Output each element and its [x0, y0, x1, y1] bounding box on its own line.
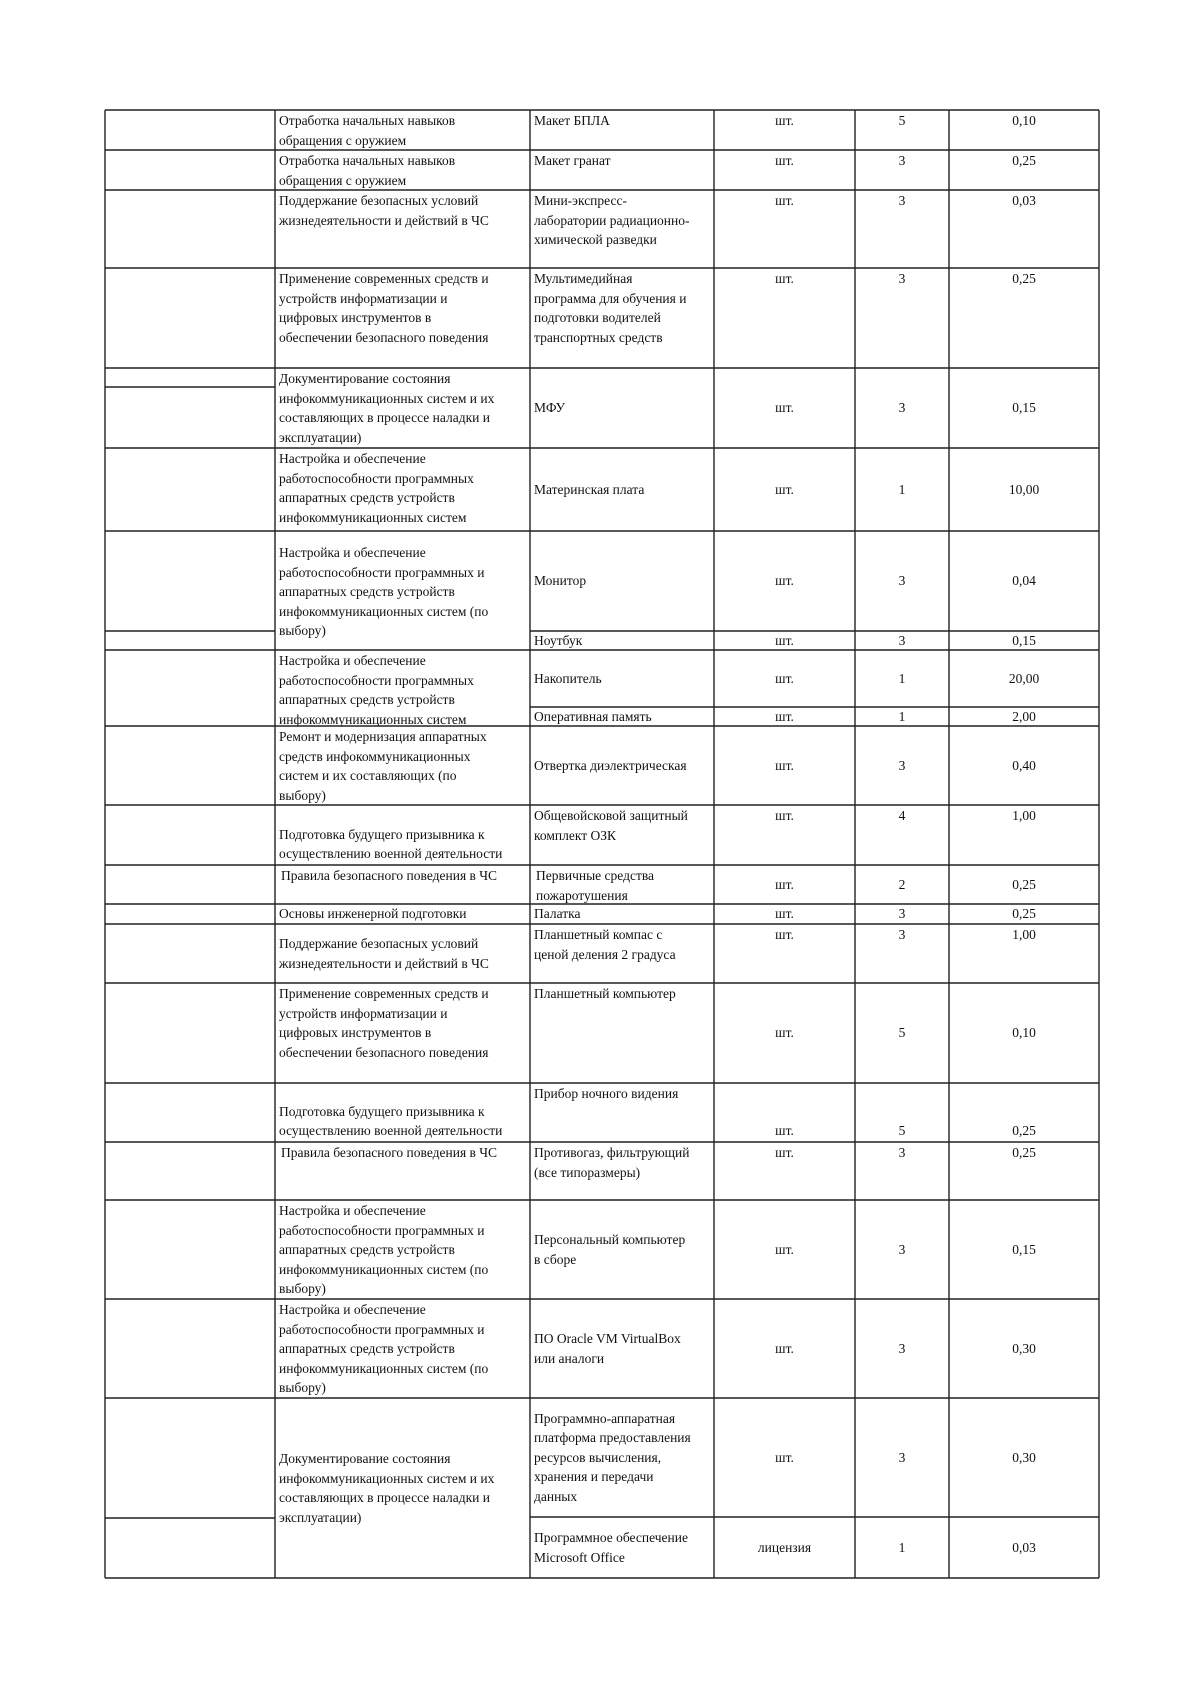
- table-row: 0,40: [1012, 757, 1036, 773]
- table-row: Поддержание безопасных условий жизнедеятельности и действий в ЧС: [279, 193, 489, 228]
- table-row: 4: [898, 808, 906, 823]
- table-row: 3: [898, 1449, 906, 1465]
- table-row: шт.: [775, 1449, 794, 1465]
- table-row: Поддержание безопасных условий жизнедеятельности и действий в ЧС: [279, 935, 489, 971]
- table-row: Применение современных средств и устройств информатизации и цифровых инструментов в обеспечении безопасного поведения: [279, 986, 489, 1060]
- table-row: 3: [898, 906, 906, 922]
- table-row: 3: [898, 1340, 906, 1356]
- table-row: шт.: [775, 193, 794, 208]
- table-row: шт.: [775, 573, 794, 589]
- table-row: шт.: [775, 876, 794, 892]
- table-row: Персональный компьютер в сборе: [534, 1231, 686, 1267]
- table-row: лицензия: [757, 1539, 812, 1555]
- table-row: 1: [898, 481, 906, 497]
- table-row: 0,30: [1012, 1449, 1036, 1465]
- table-row: Настройка и обеспечение работоспособности программных аппаратных средств устройств инфокоммуникационных систем: [279, 653, 474, 726]
- table-row: 3: [898, 193, 906, 208]
- table-row: шт.: [775, 1145, 794, 1160]
- table-row: Подготовка будущего призывника к осуществлению военной деятельности: [279, 1103, 503, 1139]
- table-row: 3: [898, 153, 906, 168]
- table-row: шт.: [775, 670, 794, 686]
- table-row: Макет гранат: [534, 153, 611, 168]
- table-row: шт.: [775, 400, 794, 416]
- table-row: Настройка и обеспечение работоспособности программных и аппаратных средств устройств инфокоммуникационных систем (по выбору): [279, 1203, 489, 1297]
- table-row: Макет БПЛА: [534, 113, 610, 128]
- table-row: 0,25: [1012, 1145, 1036, 1160]
- table-row: Общевойсковой защитный комплект ОЗК: [534, 808, 688, 843]
- table-row: шт.: [775, 1340, 794, 1356]
- table-row: 3: [898, 927, 906, 942]
- table-row: шт.: [775, 113, 794, 128]
- table-row: 0,15: [1012, 1241, 1036, 1257]
- table-row: Накопитель: [534, 670, 602, 686]
- table-row: шт.: [775, 481, 794, 497]
- table-row: Палатка: [534, 906, 581, 922]
- table-row: шт.: [775, 1123, 794, 1139]
- table-row: Настройка и обеспечение работоспособности программных аппаратных средств устройств инфокоммуникационных систем: [279, 451, 474, 525]
- table-row: шт.: [775, 1241, 794, 1257]
- table-row: Правила безопасного поведения в ЧС: [281, 868, 498, 883]
- table-row: Материнская плата: [534, 481, 645, 497]
- table-row: ПО Oracle VM VirtualBox или аналоги: [534, 1330, 681, 1366]
- table-row: Отработка начальных навыков обращения с оружием: [279, 153, 456, 188]
- table-row: Применение современных средств и устройств информатизации и цифровых инструментов в обеспечении безопасного поведения: [279, 271, 489, 345]
- table-row: Оперативная память: [534, 708, 652, 724]
- table-row: Первичные средства пожаротушения: [536, 868, 655, 903]
- table-row: Ноутбук: [534, 632, 583, 648]
- table-row: Ремонт и модернизация аппаратных средств инфокоммуникационных систем и их составляющих (по выбору): [279, 729, 487, 803]
- table-row: 0,25: [1012, 906, 1036, 922]
- table-row: 3: [898, 271, 906, 286]
- table-row: шт.: [775, 708, 794, 724]
- table-row: шт.: [775, 1025, 794, 1041]
- table-row: Противогаз, фильтрующий (все типоразмеры): [534, 1145, 690, 1180]
- table-row: 0,30: [1012, 1340, 1036, 1356]
- table-row: 1: [898, 1539, 906, 1555]
- table-row: шт.: [775, 153, 794, 168]
- table-row: 0,25: [1012, 876, 1036, 892]
- table-row: шт.: [775, 906, 794, 922]
- table-row: Подготовка будущего призывника к осуществлению военной деятельности: [279, 826, 503, 862]
- table-row: 5: [898, 1123, 906, 1139]
- table-row: 5: [898, 1025, 906, 1041]
- table-row: Мультимедийная программа для обучения и подготовки водителей транспортных средств: [534, 271, 687, 345]
- table-row: Отработка начальных навыков обращения с оружием: [279, 113, 456, 148]
- table-row: Правила безопасного поведения в ЧС: [281, 1145, 498, 1160]
- table-row: Мини-экспресс- лаборатории радиационно- химической разведки: [534, 193, 690, 248]
- table-row: 0,10: [1012, 1025, 1036, 1041]
- table-row: 3: [898, 757, 906, 773]
- table-row: 0,25: [1012, 1123, 1036, 1139]
- table-row: 5: [898, 113, 906, 128]
- table-row: шт.: [775, 927, 794, 942]
- table-row: Настройка и обеспечение работоспособности программных и аппаратных средств устройств инфокоммуникационных систем (по выбору): [279, 545, 489, 639]
- table-row: 0,03: [1012, 193, 1036, 208]
- table-row: Программно-аппаратная платформа предоставления ресурсов вычисления, хранения и передачи данных: [534, 1410, 691, 1504]
- table-row: 3: [898, 573, 906, 589]
- table-row: Планшетный компас с ценой деления 2 градуса: [534, 927, 676, 962]
- table-row: Настройка и обеспечение работоспособности программных и аппаратных средств устройств инфокоммуникационных систем (по выбору): [279, 1302, 489, 1396]
- table-row: Планшетный компьютер: [534, 986, 676, 1001]
- table-row: 2: [898, 876, 906, 892]
- table-row: Документирование состояния инфокоммуникационных систем и их составляющих в процессе наладки и эксплуатации): [279, 1451, 495, 1525]
- table-row: 3: [898, 400, 906, 416]
- table-row: шт.: [775, 271, 794, 286]
- table-row: 3: [898, 1241, 906, 1257]
- table-row: 10,00: [1008, 481, 1040, 497]
- table-row: 1,00: [1012, 927, 1036, 942]
- table-row: Отвертка диэлектрическая: [534, 757, 687, 773]
- table-row: 3: [898, 1145, 906, 1160]
- table-row: шт.: [775, 757, 794, 773]
- table-row: Программное обеспечение Microsoft Office: [534, 1529, 688, 1565]
- table-row: 3: [898, 632, 906, 648]
- table-row: 0,25: [1012, 271, 1036, 286]
- table-row: 0,15: [1012, 632, 1036, 648]
- table-row: Основы инженерной подготовки: [279, 906, 467, 922]
- table-row: шт.: [775, 632, 794, 648]
- table-row: 0,10: [1012, 113, 1036, 128]
- table-row: 0,04: [1012, 573, 1036, 589]
- table-row: 1: [898, 670, 906, 686]
- table-row: 2,00: [1012, 708, 1036, 724]
- table-row: 0,15: [1012, 400, 1036, 416]
- table-row: Монитор: [534, 573, 587, 589]
- table-row: МФУ: [534, 400, 566, 416]
- table-row: 1: [898, 708, 906, 724]
- table-row: 0,25: [1012, 153, 1036, 168]
- table-row: 0,03: [1012, 1539, 1036, 1555]
- table-row: 20,00: [1008, 670, 1040, 686]
- table-row: Документирование состояния инфокоммуникационных систем и их составляющих в процессе наладки и эксплуатации): [279, 371, 495, 445]
- table-row: 1,00: [1012, 808, 1036, 823]
- table-row: шт.: [775, 808, 794, 823]
- table-row: Прибор ночного видения: [534, 1086, 679, 1101]
